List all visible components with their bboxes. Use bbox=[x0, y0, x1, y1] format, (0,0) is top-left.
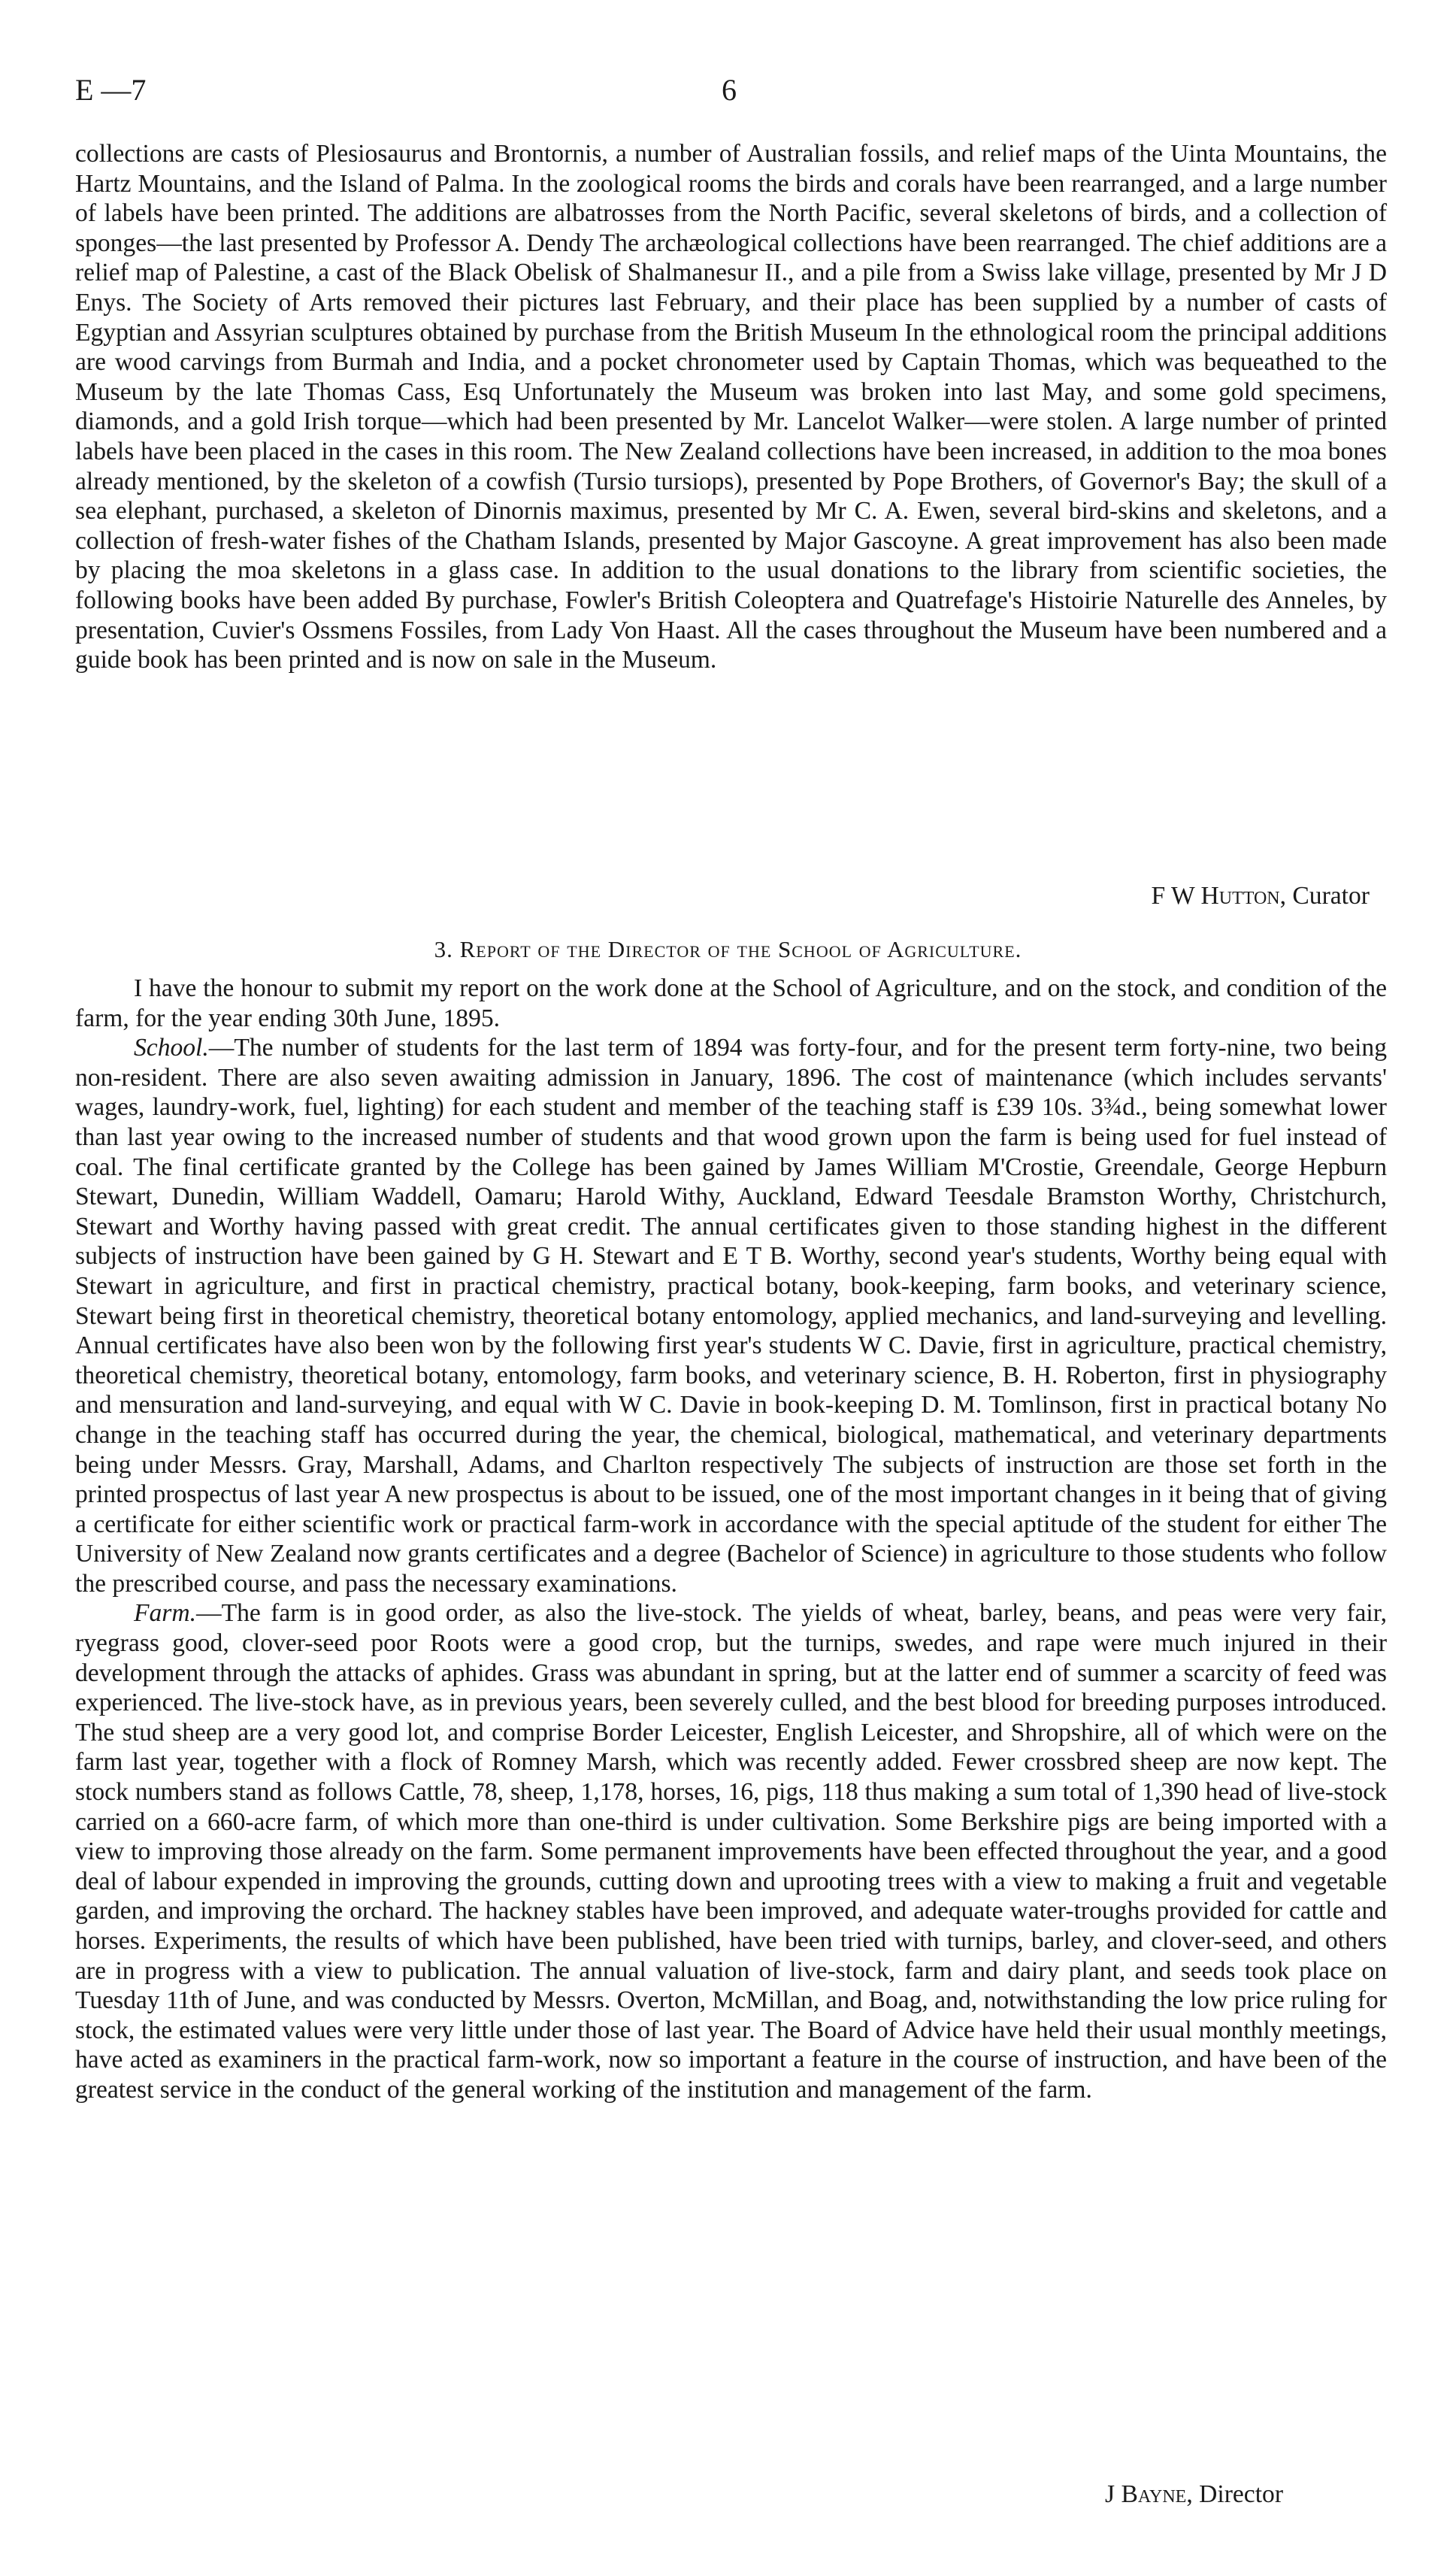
school-heading: School. bbox=[134, 1034, 209, 1062]
director-signature bbox=[1105, 2480, 1283, 2510]
page-header bbox=[75, 72, 1383, 117]
director-role: , Director bbox=[1186, 2480, 1283, 2508]
museum-report-paragraph: collections are casts of Plesiosaurus and Brontornis, a number of Australian fossils, and relief maps of the Uinta Mountains, the Hartz Mountains, and the Island of Palma. In the zoological rooms the birds and corals have been rearranged, and a large number of labels have been printed. The additions are albatrosses from the North Pacific, several skeletons of birds, and a collection of sponges—the last presented by Professor A. Dendy The archæological collections have been rearranged. The chief additions are a relief map of Palestine, a cast of the Black Obelisk of Shalmanesur II., and a pile from a Swiss lake village, presented by Mr J D Enys. The Society of Arts removed their pictures last February, and their place has been supplied by a number of casts of Egyptian and Assyrian sculptures obtained by purchase from the British Museum In the ethnological room the principal additions are wood carvings from Burmah and India, and a pocket chronometer used by Captain Thomas, which was bequeathed to the Museum by the late Thomas Cass, Esq Unfortunately the Museum was broken into last May, and some gold specimens, diamonds, and a gold Irish torque—which had been presented by Mr. Lancelot Walker—were stolen. A large number of printed labels have been placed in the cases in this room. The New Zealand collections have been increased, in addition to the moa bones already mentioned, by the skeleton of a cowfish (Tursio tursiops), presented by Pope Brothers, of Governor's Bay; the skull of a sea elephant, purchased, a skeleton of Dinornis maximus, presented by Mr C. A. Ewen, several bird-skins and skeletons, and a collection of fresh-water fishes of the Chatham Islands, presented by Major Gascoyne. A great improvement has also been made by placing the moa skeletons in a glass case. In addition to the usual donations to the library from scientific societies, the following books have been added By purchase, Fowler's British Coleoptera and Quatrefage's Histoirie Naturelle des Anneles, by presentation, Cuvier's Ossmens Fossiles, from Lady Von Haast. All the cases throughout the Museum have been numbered and a guide book has been printed and is now on sale in the Museum. bbox=[75, 140, 1387, 674]
director-name: J Bayne bbox=[1105, 2480, 1187, 2508]
curator-role: , Curator bbox=[1279, 882, 1370, 910]
school-text: —The number of students for the last term of 1894 was forty-four, and for the present term forty-nine, two being non-resident. There are also seven awaiting admission in January, 1896. The cost of maintenance (which includes servants' wages, laundry-work, fuel, lighting) for each student and member of the teaching staff is £39 10s. 3¾d., being somewhat lower than last year owing to the increased number of students and that wood grown upon the farm is being used for fuel instead of coal. The final certificate granted by the College has been gained by James William M'Crostie, Greendale, George Hepburn Stewart, Dunedin, William Waddell, Oamaru; Harold Withy, Auckland, Edward Teesdale Bramston Worthy, Christchurch, Stewart and Worthy having passed with great credit. The annual certificates given to those standing highest in the different subjects of instruction have been gained by G H. Stewart and E T B. Worthy, second year's students, Worthy being equal with Stewart in agriculture, and first in practical chemistry, practical botany, book-keeping, farm books, and veterinary science, Stewart being first in theoretical chemistry, theoretical botany entomology, applied mechanics, and land-surveying and levelling. Annual certificates have also been won by the following first year's students W C. Davie, first in agriculture, practical chemistry, theoretical chemistry, theoretical botany, entomology, farm books, and veterinary science, B. H. Roberton, first in physiography and mensuration and land-surveying, and equal with W C. Davie in book-keeping D. M. Tomlinson, first in practical botany No change in the teaching staff has occurred during the year, the chemical, biological, mathematical, and veterinary departments being under Messrs. Gray, Marshall, Adams, and Charlton respectively The subjects of instruction are those set forth in the printed prospectus of last year A new prospectus is about to be issued, one of the most important changes in it being that of giving a certificate for either scientific work or practical farm-work in accordance with the special aptitude of the student for either The University of New Zealand now grants certificates and a degree (Bachelor of Science) in agriculture to those students who follow the prescribed course, and pass the necessary examinations. bbox=[75, 1034, 1387, 1598]
school-paragraph bbox=[75, 1033, 1387, 1598]
farm-heading: Farm. bbox=[134, 1599, 197, 1628]
farm-paragraph bbox=[75, 1598, 1387, 2104]
curator-signature bbox=[1152, 881, 1370, 911]
parliamentary-paper-reference: E —7 bbox=[75, 73, 147, 107]
intro-paragraph: I have the honour to submit my report on the work done at the School of Agriculture, and on the stock, and condition of the farm, for the year ending 30th June, 1895. bbox=[75, 974, 1387, 1032]
museum-report-body bbox=[75, 139, 1387, 675]
agriculture-report-body bbox=[75, 974, 1387, 2105]
farm-text: —The farm is in good order, as also the live-stock. The yields of wheat, barley, beans, and peas were very fair, ryegrass good, clover-seed poor Roots were a good crop, but the turnips, swedes, and rape were much injured in their development through the attacks of aphides. Grass was abundant in spring, but at the latter end of summer a scarcity of feed was experienced. The live-stock have, as in previous years, been severely culled, and the best blood for breeding purposes introduced. The stud sheep are a very good lot, and comprise Border Leicester, English Leicester, and Shropshire, all of which were on the farm last year, together with a flock of Romney Marsh, which was recently added. Fewer crossbred sheep are now kept. The stock numbers stand as follows Cattle, 78, sheep, 1,178, horses, 16, pigs, 118 thus making a sum total of 1,390 head of live-stock carried on a 660-acre farm, of which more than one-third is under cultivation. Some Berkshire pigs are being imported with a view to improving those already on the farm. Some permanent improvements have been effected throughout the year, and a good deal of labour expended in improving the grounds, cutting down and uprooting trees with a view to making a fruit and vegetable garden, and improving the orchard. The hackney stables have been improved, and adequate water-troughs provided for cattle and horses. Experiments, the results of which have been published, have been tried with turnips, barley, and clover-seed, and others are in progress with a view to publication. The annual valuation of live-stock, farm and dairy plant, and seeds took place on Tuesday 11th of June, and was conducted by Messrs. Overton, McMillan, and Boag, and, notwithstanding the low price ruling for stock, the estimated values were very little under those of last year. The Board of Advice have held their usual monthly meetings, have acted as examiners in the practical farm-work, now so important a feature in the course of instruction, and have been of the greatest service in the conduct of the general working of the institution and management of the farm. bbox=[75, 1599, 1387, 2104]
section-title: 3. Report of the Director of the School of Agriculture. bbox=[434, 936, 1022, 962]
curator-name: F W Hutton bbox=[1151, 882, 1280, 910]
page-number: 6 bbox=[722, 73, 737, 107]
